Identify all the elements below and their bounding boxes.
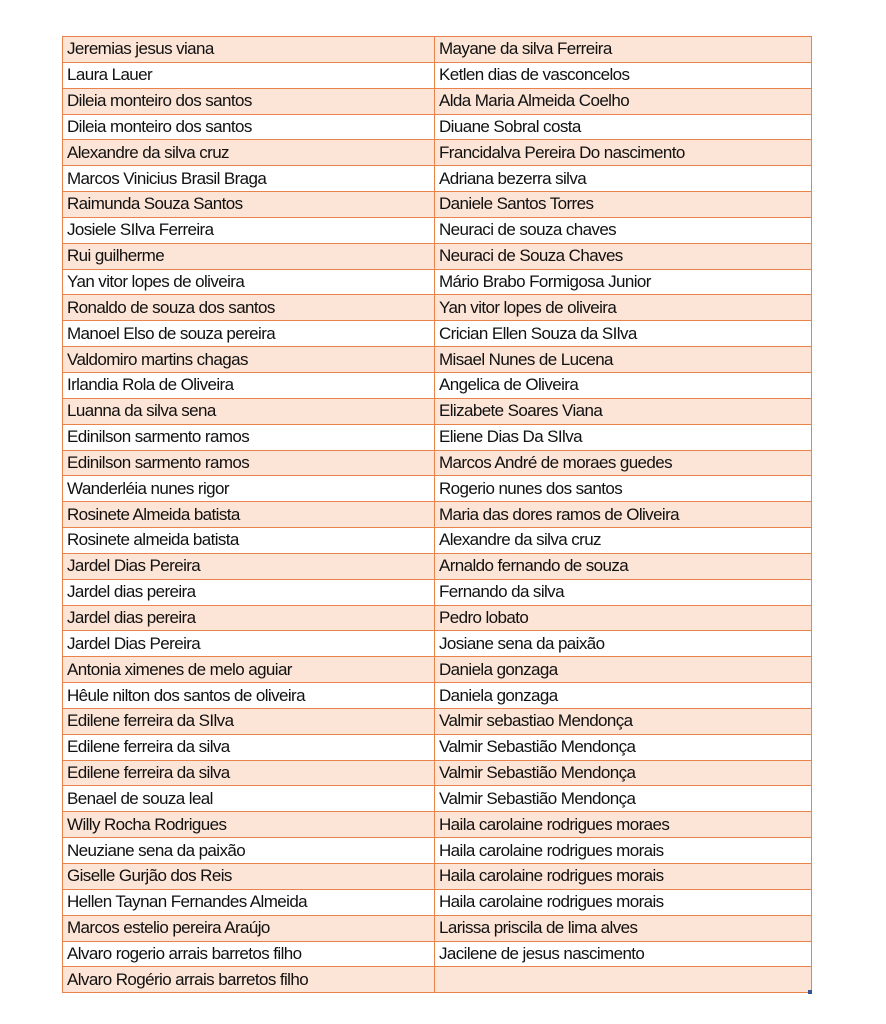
table-row: [63, 37, 812, 63]
table-row: [63, 450, 812, 476]
table-row: [63, 605, 812, 631]
cell-column-a[interactable]: Irlandia Rola de Oliveira: [63, 372, 435, 398]
table-row: [63, 140, 812, 166]
cell-column-b[interactable]: Josiane sena da paixão: [435, 631, 812, 657]
cell-column-a[interactable]: Benael de souza leal: [63, 786, 435, 812]
cell-column-a[interactable]: Jardel dias pereira: [63, 579, 435, 605]
cell-column-b[interactable]: Marcos André de moraes guedes: [435, 450, 812, 476]
table-row: [63, 683, 812, 709]
table-row: [63, 372, 812, 398]
table-resize-handle[interactable]: [808, 990, 812, 994]
cell-column-b[interactable]: Francidalva Pereira Do nascimento: [435, 140, 812, 166]
cell-column-a[interactable]: Rosinete almeida batista: [63, 528, 435, 554]
table-row: [63, 347, 812, 373]
cell-column-a[interactable]: Hêule nilton dos santos de oliveira: [63, 683, 435, 709]
table-row: [63, 295, 812, 321]
cell-column-a[interactable]: Alvaro Rogério arrais barretos filho: [63, 967, 435, 993]
cell-column-a[interactable]: Edilene ferreira da silva: [63, 760, 435, 786]
table-row: [63, 760, 812, 786]
cell-column-b[interactable]: Alexandre da silva cruz: [435, 528, 812, 554]
cell-column-b[interactable]: Haila carolaine rodrigues moraes: [435, 812, 812, 838]
table-row: [63, 889, 812, 915]
cell-column-a[interactable]: Edinilson sarmento ramos: [63, 450, 435, 476]
cell-column-a[interactable]: Willy Rocha Rodrigues: [63, 812, 435, 838]
cell-column-a[interactable]: Edilene ferreira da silva: [63, 734, 435, 760]
cell-column-b[interactable]: Jacilene de jesus nascimento: [435, 941, 812, 967]
cell-column-a[interactable]: Antonia ximenes de melo aguiar: [63, 657, 435, 683]
cell-column-b[interactable]: Ketlen dias de vasconcelos: [435, 62, 812, 88]
table-row: [63, 631, 812, 657]
table-row: [63, 941, 812, 967]
cell-column-a[interactable]: Alexandre da silva cruz: [63, 140, 435, 166]
table-row: [63, 166, 812, 192]
table-row: [63, 708, 812, 734]
table-row: [63, 812, 812, 838]
table-row: [63, 321, 812, 347]
cell-column-a[interactable]: Yan vitor lopes de oliveira: [63, 269, 435, 295]
cell-column-b[interactable]: Diuane Sobral costa: [435, 114, 812, 140]
cell-column-a[interactable]: Wanderléia nunes rigor: [63, 476, 435, 502]
cell-column-b[interactable]: Adriana bezerra silva: [435, 166, 812, 192]
table-row: [63, 864, 812, 890]
table-row: [63, 114, 812, 140]
table-row: [63, 502, 812, 528]
cell-column-b[interactable]: Daniela gonzaga: [435, 683, 812, 709]
cell-column-b[interactable]: Haila carolaine rodrigues morais: [435, 838, 812, 864]
cell-column-b[interactable]: Elizabete Soares Viana: [435, 398, 812, 424]
cell-column-b[interactable]: Maria das dores ramos de Oliveira: [435, 502, 812, 528]
cell-column-a[interactable]: Jardel dias pereira: [63, 605, 435, 631]
cell-column-a[interactable]: Neuziane sena da paixão: [63, 838, 435, 864]
table-row: [63, 734, 812, 760]
cell-column-a[interactable]: Alvaro rogerio arrais barretos filho: [63, 941, 435, 967]
names-table: [62, 36, 812, 993]
table-row: [63, 786, 812, 812]
cell-column-b[interactable]: Daniela gonzaga: [435, 657, 812, 683]
table-row: [63, 269, 812, 295]
cell-column-b[interactable]: Valmir Sebastião Mendonça: [435, 786, 812, 812]
cell-column-b[interactable]: [435, 967, 812, 993]
cell-column-a[interactable]: Manoel Elso de souza pereira: [63, 321, 435, 347]
cell-column-a[interactable]: Giselle Gurjão dos Reis: [63, 864, 435, 890]
cell-column-a[interactable]: Rosinete Almeida batista: [63, 502, 435, 528]
table-row: [63, 553, 812, 579]
cell-column-a[interactable]: Laura Lauer: [63, 62, 435, 88]
spreadsheet-table: [62, 36, 811, 993]
cell-column-b[interactable]: Larissa priscila de lima alves: [435, 915, 812, 941]
table-row: [63, 838, 812, 864]
cell-column-b[interactable]: Valmir Sebastião Mendonça: [435, 734, 812, 760]
cell-column-b[interactable]: Neuraci de souza chaves: [435, 217, 812, 243]
cell-column-a[interactable]: Marcos estelio pereira Araújo: [63, 915, 435, 941]
cell-column-a[interactable]: Valdomiro martins chagas: [63, 347, 435, 373]
cell-column-a[interactable]: Dileia monteiro dos santos: [63, 88, 435, 114]
cell-column-b[interactable]: Mayane da silva Ferreira: [435, 37, 812, 63]
table-row: [63, 967, 812, 993]
table-row: [63, 657, 812, 683]
cell-column-a[interactable]: Josiele SIlva Ferreira: [63, 217, 435, 243]
cell-column-a[interactable]: Edilene ferreira da SIlva: [63, 708, 435, 734]
cell-column-a[interactable]: Jardel Dias Pereira: [63, 631, 435, 657]
cell-column-b[interactable]: Mário Brabo Formigosa Junior: [435, 269, 812, 295]
cell-column-b[interactable]: Neuraci de Souza Chaves: [435, 243, 812, 269]
cell-column-a[interactable]: Rui guilherme: [63, 243, 435, 269]
cell-column-b[interactable]: Pedro lobato: [435, 605, 812, 631]
table-row: [63, 579, 812, 605]
cell-column-b[interactable]: Fernando da silva: [435, 579, 812, 605]
cell-column-a[interactable]: Raimunda Souza Santos: [63, 192, 435, 218]
table-row: [63, 915, 812, 941]
cell-column-a[interactable]: Jeremias jesus viana: [63, 37, 435, 63]
cell-column-a[interactable]: Marcos Vinicius Brasil Braga: [63, 166, 435, 192]
cell-column-b[interactable]: Angelica de Oliveira: [435, 372, 812, 398]
cell-column-a[interactable]: Hellen Taynan Fernandes Almeida: [63, 889, 435, 915]
cell-column-b[interactable]: Arnaldo fernando de souza: [435, 553, 812, 579]
table-row: [63, 192, 812, 218]
table-row: [63, 398, 812, 424]
table-row: [63, 528, 812, 554]
cell-column-b[interactable]: Alda Maria Almeida Coelho: [435, 88, 812, 114]
cell-column-a[interactable]: Luanna da silva sena: [63, 398, 435, 424]
table-row: [63, 62, 812, 88]
cell-column-b[interactable]: Haila carolaine rodrigues morais: [435, 889, 812, 915]
cell-column-b[interactable]: Valmir Sebastião Mendonça: [435, 760, 812, 786]
cell-column-b[interactable]: Valmir sebastiao Mendonça: [435, 708, 812, 734]
table-row: [63, 217, 812, 243]
table-row: [63, 476, 812, 502]
cell-column-b[interactable]: Haila carolaine rodrigues morais: [435, 864, 812, 890]
cell-column-b[interactable]: Eliene Dias Da SIlva: [435, 424, 812, 450]
cell-column-b[interactable]: Rogerio nunes dos santos: [435, 476, 812, 502]
table-row: [63, 424, 812, 450]
cell-column-a[interactable]: Ronaldo de souza dos santos: [63, 295, 435, 321]
table-row: [63, 88, 812, 114]
cell-column-b[interactable]: Misael Nunes de Lucena: [435, 347, 812, 373]
cell-column-a[interactable]: Edinilson sarmento ramos: [63, 424, 435, 450]
cell-column-a[interactable]: Dileia monteiro dos santos: [63, 114, 435, 140]
cell-column-b[interactable]: Crician Ellen Souza da SIlva: [435, 321, 812, 347]
table-body: [63, 37, 812, 993]
table-row: [63, 243, 812, 269]
cell-column-a[interactable]: Jardel Dias Pereira: [63, 553, 435, 579]
cell-column-b[interactable]: Daniele Santos Torres: [435, 192, 812, 218]
cell-column-b[interactable]: Yan vitor lopes de oliveira: [435, 295, 812, 321]
